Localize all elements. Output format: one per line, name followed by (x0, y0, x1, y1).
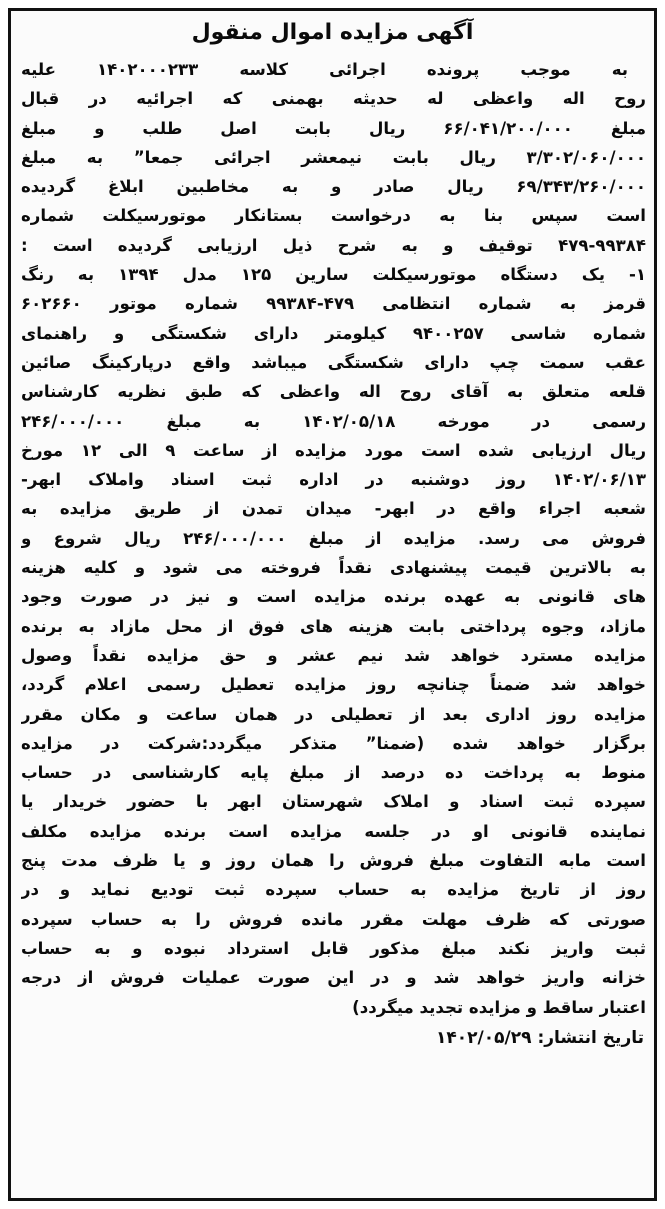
body-line: قلعه متعلق به آقای روح اله واعظی که طبق نظریه کارشناس (21, 382, 646, 402)
publish-date (11, 1024, 644, 1052)
publish-label: تاریخ انتشار: (537, 1027, 644, 1048)
body-line: سپرده ثبت اسناد و املاک شهرستان ابهر با حضور خریدار یا (21, 792, 646, 812)
body-line: های قانونی به عهده برنده مزایده است و نیز در صورت وجود (21, 587, 646, 607)
body-line: منوط به پرداخت ده درصد از مبلغ پایه کارشناسی در حساب (21, 763, 646, 783)
body-line: اعتبار ساقط و مزایده تجدید میگردد) (352, 997, 646, 1017)
body-line: روح اله واعظی له حدیثه بهمنی که اجرائیه در قبال (21, 89, 646, 109)
body-line: روز از تاریخ مزایده به حساب سپرده ثبت تودیع نماید و در (21, 880, 646, 900)
body-line: است مابه التفاوت مبلغ فروش را همان روز و یا ظرف مدت پنج (21, 851, 646, 871)
body-line: مزایده روز اداری بعد از تعطیلی در همان ساعت و مکان مقرر (21, 704, 646, 724)
body-line: عقب سمت چپ دارای شکستگی میباشد واقع درپارکینگ صائین (21, 352, 646, 372)
body-line: شماره شاسی ۹۴۰۰۲۵۷ کیلومتر دارای شکستگی و راهنمای (21, 323, 646, 343)
body-line: شعبه اجراء واقع در ابهر- میدان تمدن از طریق مزایده به (21, 499, 646, 519)
body-line: ۳/۳۰۲/۰۶۰/۰۰۰ ریال بابت نیمعشر اجرائی جمعا” به مبلغ (21, 147, 646, 167)
auction-notice (8, 8, 657, 1201)
body-line: ۴۷۹-۹۹۳۸۴ توقیف و به شرح ذیل ارزیابی گردیده است : (21, 235, 646, 255)
body-line: مبلغ ۶۶/۰۴۱/۲۰۰/۰۰۰ ریال بابت اصل طلب و مبلغ (21, 118, 646, 138)
body-line: ۶۹/۳۴۳/۲۶۰/۰۰۰ ریال صادر و به مخاطبین ابلاغ گردیده (21, 177, 646, 197)
body-line: به موجب پرونده اجرائی کلاسه ۱۴۰۲۰۰۰۲۳۳ علیه (21, 60, 628, 79)
body-line: ثبت واریز نکند مبلغ مذکور قابل استرداد نبوده و به حساب (21, 938, 646, 958)
body-line: است سپس بنا به درخواست بستانکار موتورسیکلت شماره (21, 206, 646, 226)
body-line: رسمی در مورخه ۱۴۰۲/۰۵/۱۸ به مبلغ ۲۴۶/۰۰۰/۰۰۰ (21, 411, 646, 431)
body-line: نماینده قانونی او در جلسه مزایده است برنده مزایده مکلف (21, 821, 646, 841)
notice-body (11, 55, 654, 1022)
body-line: صورتی که ظرف مهلت مقرر مانده فروش را به حساب سپرده (21, 909, 646, 929)
body-line: برگزار خواهد شده (ضمنا” متذکر میگردد:شرکت در مزایده (21, 733, 646, 753)
body-line: ریال ارزیابی شده است مورد مزایده از ساعت ۹ الی ۱۲ مورخ (21, 440, 646, 460)
body-line: به بالاترین قیمت پیشنهادی نقداً فروخته می شود و کلیه هزینه (21, 558, 646, 578)
body-line: مازاد، وجوه پرداختی بابت هزینه های فوق از محل مازاد به برنده (21, 616, 646, 636)
body-line: خزانه واریز خواهد شد و در این صورت عملیات فروش از درجه (21, 968, 646, 988)
body-line: مزایده مسترد خواهد شد نیم عشر و حق مزایده نقداً وصول (21, 645, 646, 665)
publish-date-value: ۱۴۰۲/۰۵/۲۹ (436, 1027, 532, 1048)
body-line: خواهد شد ضمناً چنانچه روز مزایده تعطیل رسمی اعلام گردد، (21, 675, 646, 695)
body-line: ۱۴۰۲/۰۶/۱۳ روز دوشنبه در اداره ثبت اسناد واملاک ابهر- (21, 470, 646, 490)
body-line: ۱- یک دستگاه موتورسیکلت سارین ۱۲۵ مدل ۱۳۹۴ به رنگ (21, 265, 646, 285)
body-line: قرمز به شماره انتظامی ۴۷۹-۹۹۳۸۴ شماره موتور ۶۰۲۶۶۰ (21, 294, 646, 314)
body-line: فروش می رسد. مزایده از مبلغ ۲۴۶/۰۰۰/۰۰۰ ریال شروع و (21, 528, 646, 548)
notice-title: آگهی مزایده اموال منقول (191, 20, 474, 45)
